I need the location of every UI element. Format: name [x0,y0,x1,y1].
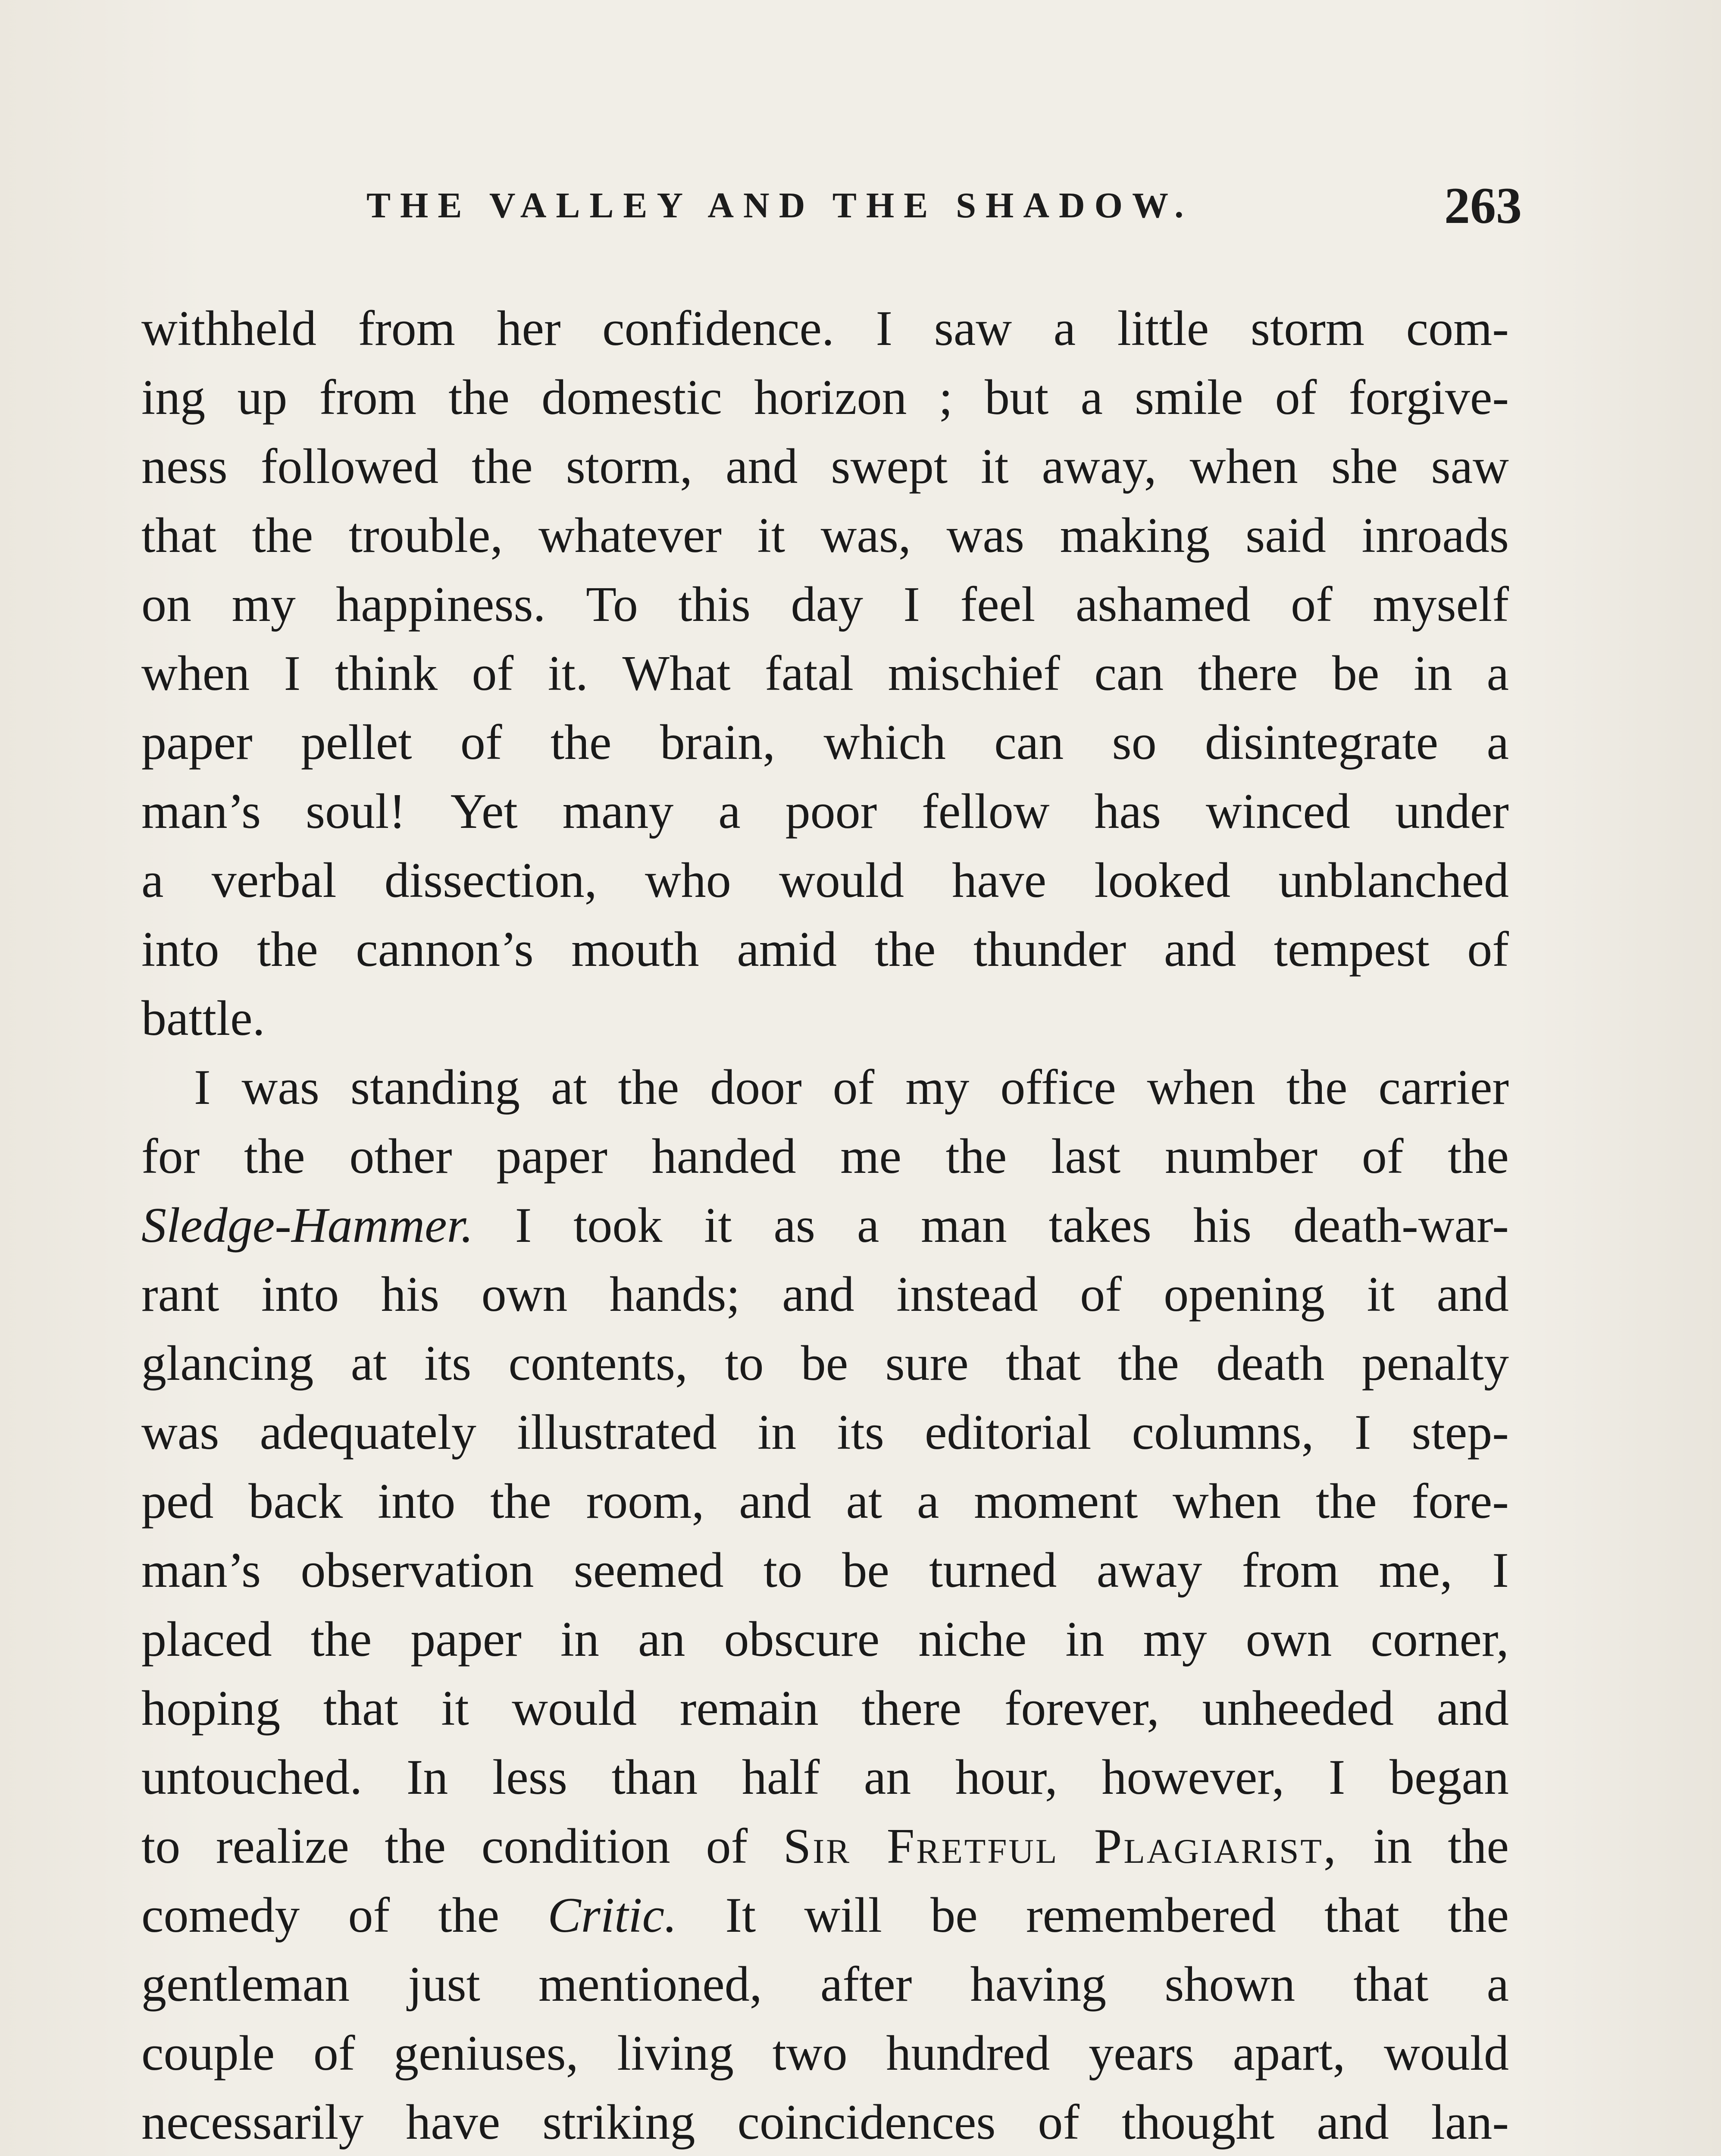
text-line [141,1467,1509,1536]
word: the [385,1819,446,1874]
word: inroads [1361,508,1509,563]
word: of [460,715,502,770]
word: I [1328,1750,1346,1805]
text-line [141,639,1509,708]
word: be [1332,646,1380,701]
word: the [550,715,612,770]
word: will [804,1888,882,1943]
word: I [515,1198,532,1253]
word: man [921,1198,1007,1253]
word: instead [896,1267,1038,1322]
word: would [512,1681,637,1736]
word: To [586,577,638,632]
word: battle. [141,991,265,1046]
word: poor [785,784,877,839]
word: a [718,784,741,839]
word: she [1331,439,1398,494]
word: that [1005,1336,1081,1391]
running-head: THE VALLEY AND THE SHADOW. [366,185,1193,226]
word: an [638,1612,685,1667]
word: in [1413,646,1453,701]
word: years [1089,2026,1194,2081]
word: think [335,646,438,701]
word: was, [820,508,911,563]
word: pellet [300,715,412,770]
word: standing [350,1060,520,1115]
word: placed [141,1612,272,1667]
word: ped [141,1474,214,1529]
word: be [801,1336,848,1391]
word: the [257,922,318,977]
word: was [241,1060,319,1115]
word: withheld [141,301,316,356]
word: day [791,577,863,632]
word: followed [260,439,439,494]
word: I [194,1060,211,1115]
word: it [1367,1267,1395,1322]
word: trouble, [348,508,503,563]
word: soul! [305,784,406,839]
word: apart, [1233,2026,1346,2081]
word: I [1354,1405,1371,1460]
word: a [1053,301,1076,356]
word: number [1164,1129,1318,1184]
word: myself [1373,577,1509,632]
word: to [725,1336,764,1391]
text-line [141,1329,1509,1398]
word: away [1096,1543,1202,1598]
word: its [424,1336,472,1391]
word: other [349,1129,452,1184]
word: untouched. [141,1750,363,1805]
word: cannon’s [356,922,534,977]
word: seemed [573,1543,724,1598]
word: forever, [1004,1681,1159,1736]
word: my [1143,1612,1207,1667]
word: half [742,1750,820,1805]
word: man’s [141,1543,261,1598]
word: man’s [141,784,261,839]
word: however, [1101,1750,1285,1805]
word: step- [1411,1405,1509,1460]
text-line [141,1398,1509,1467]
word: the [310,1612,372,1667]
text-line [141,501,1509,570]
word: his [1193,1198,1252,1253]
word: be [842,1543,889,1598]
word: his [381,1267,440,1322]
word: the [490,1474,551,1529]
word: living [617,2026,734,2081]
word: I [1492,1543,1509,1598]
body-text [141,294,1509,2156]
word: fatal [765,646,854,701]
word: it [441,1681,469,1736]
word: at [551,1060,587,1115]
word: the [1118,1336,1179,1391]
word: glancing [141,1336,314,1391]
word: feel [960,577,1036,632]
word: a [917,1474,939,1529]
word: who [645,853,731,908]
text-line [141,432,1509,501]
word: editorial [924,1405,1092,1460]
word: tempest [1274,922,1430,977]
word: hands; [609,1267,740,1322]
word: to [141,1819,181,1874]
word: striking [542,2095,695,2150]
word: of [706,1819,748,1874]
word: room, [586,1474,704,1529]
word: when [1173,1474,1281,1529]
word: having [970,1957,1107,2012]
word: and [1317,2095,1389,2150]
word: an [864,1750,911,1805]
word: swept [831,439,948,494]
word: of [832,1060,875,1115]
word: from [319,370,417,425]
word: comedy [141,1888,300,1943]
word: when [141,646,250,701]
word: it [757,508,785,563]
word: verbal [211,853,337,908]
word: unblanched [1278,853,1509,908]
word: the [448,370,510,425]
word: unheeded [1202,1681,1394,1736]
word: adequately [260,1405,476,1460]
word: mouth [571,922,699,977]
word: making [1060,508,1210,563]
word: and [1164,922,1236,977]
word: fellow [922,784,1050,839]
word: and [725,439,798,494]
word: necessarily [141,2095,364,2150]
word: be [930,1888,978,1943]
word: up [237,370,288,425]
word: takes [1048,1198,1152,1253]
word: Sir [783,1819,851,1874]
word: In [406,1750,448,1805]
word: realize [216,1819,349,1874]
text-line [141,1191,1509,1260]
text-line [141,846,1509,915]
text-line [141,1122,1509,1191]
word: that [323,1681,398,1736]
word: when [1189,439,1298,494]
word: illustrated [516,1405,717,1460]
word: there [1198,646,1298,701]
word: the [618,1060,679,1115]
word: and [1436,1267,1509,1322]
word: sure [885,1336,969,1391]
word: it [981,439,1009,494]
text-line [141,777,1509,846]
word: ness [141,439,228,494]
word: from [1242,1543,1339,1598]
word: happiness. [336,577,546,632]
word: many [562,784,674,839]
word: the [472,439,533,494]
word: of [472,646,514,701]
word: fore- [1411,1474,1509,1529]
word: gentleman [141,1957,350,2012]
word: remain [679,1681,819,1736]
word: What [622,646,731,701]
word: there [861,1681,962,1736]
word: moment [974,1474,1138,1529]
word: of [348,1888,390,1943]
word: the [1316,1474,1377,1529]
word: door [710,1060,802,1115]
word: the [1448,1129,1509,1184]
word: in [757,1405,797,1460]
word: lan- [1431,2095,1509,2150]
word: was [141,1405,219,1460]
word: have [952,853,1047,908]
text-line [141,1536,1509,1605]
text-line [141,1260,1509,1329]
word: can [1094,646,1164,701]
word: just [408,1957,480,2012]
word: horizon [754,370,907,425]
word: hoping [141,1681,281,1736]
word: was [946,508,1024,563]
word: remembered [1026,1888,1276,1943]
word: niche [918,1612,1027,1667]
word: ; [939,370,953,425]
word: domestic [541,370,722,425]
word: carrier [1378,1060,1509,1115]
word: opening [1164,1267,1325,1322]
word: me [840,1129,901,1184]
word: It [725,1888,756,1943]
text-line [141,2088,1509,2156]
word: back [248,1474,343,1529]
word: into [141,922,219,977]
word: I [903,577,920,632]
word: a [1486,1957,1509,2012]
word: last [1051,1129,1121,1184]
word: brain, [660,715,776,770]
word: rant [141,1267,219,1322]
text-line [141,1674,1509,1743]
word: and [739,1474,811,1529]
text-line [141,984,1509,1053]
word: winced [1205,784,1350,839]
word: a [1080,370,1103,425]
word: and [1436,1681,1509,1736]
word: away, [1042,439,1157,494]
text-line [141,708,1509,777]
word: com- [1406,301,1509,356]
word: which [823,715,946,770]
word: the [1448,1888,1509,1943]
text-line [141,1950,1509,2019]
word: a [141,853,164,908]
word: my [905,1060,970,1115]
word: handed [651,1129,796,1184]
word: into [377,1474,456,1529]
word: the [1286,1060,1348,1115]
word: observation [300,1543,534,1598]
word: Yet [450,784,518,839]
word: of [1038,2095,1080,2150]
word: coincidences [737,2095,996,2150]
text-line [141,1053,1509,1122]
text-line [141,1881,1509,1950]
word: on [141,577,191,632]
word: the [1448,1819,1509,1874]
word: of [1080,1267,1122,1322]
word: own [481,1267,568,1322]
word: have [406,2095,501,2150]
word: of [1291,577,1333,632]
word: Sledge-Hammer. [141,1198,473,1253]
word: the [874,922,936,977]
word: corner, [1371,1612,1509,1667]
word: turned [929,1543,1057,1598]
word: can [994,715,1064,770]
word: mentioned, [538,1957,762,2012]
word: a [1486,715,1509,770]
word: it [704,1198,732,1253]
word: storm [1250,301,1365,356]
word: of [313,2026,355,2081]
text-line [141,915,1509,984]
word: as [773,1198,816,1253]
word: its [837,1405,884,1460]
word: dissection, [384,853,597,908]
word: me, [1379,1543,1453,1598]
word: storm, [566,439,692,494]
word: paper [410,1612,522,1667]
word: said [1245,508,1326,563]
word: her [497,301,561,356]
word: saw [934,301,1012,356]
word: thought [1121,2095,1275,2150]
word: in [1065,1612,1105,1667]
word: at [350,1336,387,1391]
word: into [261,1267,339,1322]
word: this [678,577,751,632]
word: paper [496,1129,607,1184]
word: would [779,853,904,908]
text-line [141,570,1509,639]
word: a [1486,646,1509,701]
page-number: 263 [1444,177,1522,234]
word: would [1384,2026,1509,2081]
word: couple [141,2026,275,2081]
word: little [1117,301,1209,356]
word: whatever [538,508,722,563]
word: Critic. [548,1888,677,1943]
text-line [141,294,1509,363]
word: two [772,2026,848,2081]
word: the [945,1129,1007,1184]
word: geniuses, [394,2026,579,2081]
word: forgive- [1349,370,1509,425]
word: own [1245,1612,1332,1667]
word: penalty [1361,1336,1509,1391]
word: took [573,1198,663,1253]
word: hour, [955,1750,1058,1805]
word: that [1324,1888,1399,1943]
word: in [560,1612,600,1667]
word: so [1112,715,1157,770]
word: of [1361,1129,1404,1184]
word: amid [737,922,837,977]
word: contents, [508,1336,688,1391]
word: than [611,1750,698,1805]
text-line [141,1812,1509,1881]
word: in [1373,1819,1412,1874]
word: the [244,1129,305,1184]
word: but [985,370,1049,425]
word: the [252,508,313,563]
word: I [876,301,893,356]
word: the [438,1888,500,1943]
word: paper [141,715,253,770]
word: ing [141,370,206,425]
word: disintegrate [1205,715,1439,770]
word: thunder [973,922,1126,977]
text-line [141,1743,1509,1812]
word: at [846,1474,882,1529]
word: for [141,1129,200,1184]
word: when [1147,1060,1255,1115]
word: a [857,1198,879,1253]
word: condition [481,1819,670,1874]
word: I [284,646,301,701]
word: saw [1431,439,1509,494]
word: shown [1164,1957,1295,2012]
word: began [1389,1750,1509,1805]
word: death-war- [1293,1198,1509,1253]
word: it. [548,646,588,701]
word: Plagiarist, [1094,1819,1338,1874]
word: to [763,1543,803,1598]
text-line [141,2019,1509,2088]
page-header [142,176,1522,245]
word: has [1094,784,1161,839]
word: mischief [888,646,1060,701]
word: of [1467,922,1509,977]
text-line [141,363,1509,432]
word: of [1275,370,1317,425]
word: my [232,577,296,632]
word: obscure [724,1612,880,1667]
word: office [1000,1060,1116,1115]
word: confidence. [602,301,834,356]
word: from [358,301,455,356]
word: Fretful [886,1819,1059,1874]
word: looked [1094,853,1231,908]
word: death [1216,1336,1325,1391]
text-line [141,1605,1509,1674]
word: columns, [1132,1405,1314,1460]
word: and [782,1267,854,1322]
word: less [492,1750,567,1805]
word: smile [1135,370,1243,425]
word: after [820,1957,912,2012]
word: that [1353,1957,1429,2012]
word: under [1395,784,1509,839]
word: that [141,508,216,563]
word: ashamed [1075,577,1251,632]
word: hundred [886,2026,1050,2081]
